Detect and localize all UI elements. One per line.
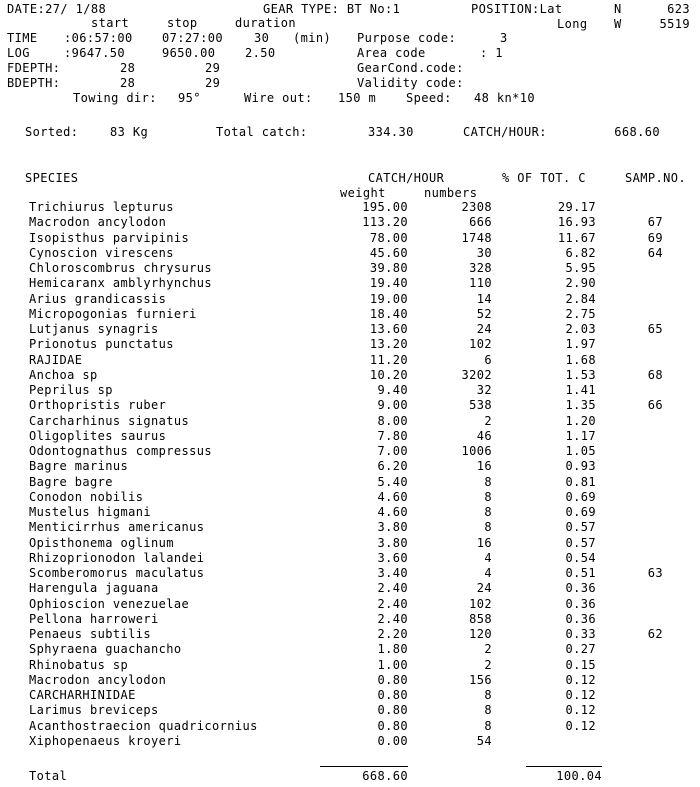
time-unit: (min) (293, 31, 332, 45)
species-cell: Macrodon ancylodon (29, 215, 167, 229)
towing-label: Towing dir: (73, 91, 157, 105)
total-label: Total (29, 769, 68, 783)
numbers-cell: 666 (469, 215, 492, 229)
numbers-cell: 2 (484, 414, 492, 428)
numbers-cell: 4 (484, 566, 492, 580)
numbers-cell: 1748 (461, 231, 492, 245)
weight-cell: 8.00 (377, 414, 408, 428)
long-value: 5519 (659, 17, 690, 31)
weight-cell: 7.00 (377, 444, 408, 458)
weight-cell: 1.80 (377, 642, 408, 656)
pct-cell: 1.20 (565, 414, 596, 428)
weight-cell: 0.80 (377, 688, 408, 702)
table-row (0, 308, 700, 323)
table-row (0, 384, 700, 399)
pct-cell: 0.69 (565, 505, 596, 519)
species-cell: Hemicaranx amblyrhynchus (29, 276, 212, 290)
pct-cell: 0.27 (565, 642, 596, 656)
numbers-cell: 8 (484, 703, 492, 717)
samp-cell: 65 (647, 322, 663, 336)
catch-per-hour-label: CATCH/HOUR: (463, 125, 547, 139)
pct-cell: 5.95 (565, 261, 596, 275)
pct-cell: 1.05 (565, 444, 596, 458)
numbers-cell: 2 (484, 642, 492, 656)
weight-cell: 78.00 (369, 231, 408, 245)
pct-cell: 0.57 (565, 536, 596, 550)
table-row (0, 415, 700, 430)
numbers-cell: 16 (476, 536, 492, 550)
numbers-cell: 8 (484, 475, 492, 489)
table-row (0, 232, 700, 247)
pct-cell: 2.84 (565, 292, 596, 306)
weight-cell: 0.80 (377, 703, 408, 717)
pct-cell: 2.75 (565, 307, 596, 321)
pct-header: % OF TOT. C (502, 171, 586, 185)
table-row (0, 689, 700, 704)
weight-cell: 2.20 (377, 627, 408, 641)
numbers-cell: 52 (476, 307, 492, 321)
fdepth-start: 28 (120, 61, 136, 75)
weight-cell: 1.00 (377, 658, 408, 672)
table-row (0, 277, 700, 292)
species-cell: Conodon nobilis (29, 490, 144, 504)
lat-value: 623 (667, 2, 690, 16)
species-cell: Acanthostraecion quadricornius (29, 719, 258, 733)
weight-cell: 45.60 (369, 246, 408, 260)
table-row (0, 430, 700, 445)
log-start: :9647.50 (64, 46, 125, 60)
weight-cell: 2.40 (377, 581, 408, 595)
species-cell: Bagre marinus (29, 459, 129, 473)
pct-cell: 1.97 (565, 337, 596, 351)
catch-hour-header: CATCH/HOUR (368, 171, 445, 185)
weight-cell: 2.40 (377, 597, 408, 611)
area-value: : 1 (480, 46, 503, 60)
log-label: LOG (7, 46, 30, 60)
gear-label: GEAR TYPE: (263, 2, 340, 16)
species-cell: Odontognathus compressus (29, 444, 212, 458)
purpose-value: 3 (500, 31, 508, 45)
pct-cell: 0.81 (565, 475, 596, 489)
weight-cell: 3.80 (377, 520, 408, 534)
numbers-header: numbers (424, 186, 478, 200)
species-cell: Ophioscion venezuelae (29, 597, 190, 611)
weight-cell: 5.40 (377, 475, 408, 489)
pct-cell: 29.17 (557, 200, 596, 214)
table-row (0, 598, 700, 613)
position-label: POSITION:Lat (471, 2, 563, 16)
table-row (0, 613, 700, 628)
pct-cell: 0.51 (565, 566, 596, 580)
table-row (0, 445, 700, 460)
pct-cell: 1.41 (565, 383, 596, 397)
pct-cell: 1.17 (565, 429, 596, 443)
table-row (0, 323, 700, 338)
pct-cell: 1.68 (565, 353, 596, 367)
numbers-cell: 102 (469, 597, 492, 611)
species-cell: Macrodon ancylodon (29, 673, 167, 687)
species-cell: Carcharhinus signatus (29, 414, 190, 428)
numbers-cell: 102 (469, 337, 492, 351)
table-row (0, 506, 700, 521)
numbers-cell: 8 (484, 520, 492, 534)
numbers-cell: 24 (476, 322, 492, 336)
purpose-label: Purpose code: (357, 31, 457, 45)
table-row (0, 399, 700, 414)
bdepth-stop: 29 (205, 76, 221, 90)
numbers-cell: 2 (484, 658, 492, 672)
weight-cell: 9.00 (377, 398, 408, 412)
samp-cell: 64 (647, 246, 663, 260)
pct-cell: 0.36 (565, 581, 596, 595)
pct-cell: 0.57 (565, 520, 596, 534)
pct-cell: 6.82 (565, 246, 596, 260)
weight-cell: 13.60 (369, 322, 408, 336)
species-cell: Oligoplites saurus (29, 429, 167, 443)
species-cell: Micropogonias furnieri (29, 307, 197, 321)
time-stop: 07:27:00 (162, 31, 223, 45)
pct-cell: 0.12 (565, 673, 596, 687)
table-row (0, 216, 700, 231)
speed-label: Speed: (406, 91, 452, 105)
numbers-cell: 328 (469, 261, 492, 275)
table-row (0, 491, 700, 506)
weight-cell: 0.80 (377, 673, 408, 687)
species-cell: Penaeus subtilis (29, 627, 151, 641)
sorted-value: 83 Kg (110, 125, 149, 139)
species-cell: Xiphopenaeus kroyeri (29, 734, 182, 748)
table-row (0, 247, 700, 262)
table-row (0, 704, 700, 719)
pct-cell: 0.15 (565, 658, 596, 672)
validity-label: Validity code: (357, 76, 464, 90)
samp-cell: 68 (647, 368, 663, 382)
no-label: No: (369, 2, 393, 16)
samp-cell: 62 (647, 627, 663, 641)
weight-cell: 19.00 (369, 292, 408, 306)
table-row (0, 293, 700, 308)
numbers-cell: 1006 (461, 444, 492, 458)
long-hemisphere: W (614, 17, 622, 31)
total-weight: 668.60 (362, 769, 408, 783)
weight-cell: 3.80 (377, 536, 408, 550)
species-cell: Harengula jaguana (29, 581, 159, 595)
samp-cell: 69 (647, 231, 663, 245)
no-value: 1 (392, 2, 401, 16)
weight-cell: 39.80 (369, 261, 408, 275)
table-row (0, 674, 700, 689)
species-cell: Sphyraena guachancho (29, 642, 182, 656)
sorted-label: Sorted: (25, 125, 79, 139)
time-label: TIME (7, 31, 38, 45)
lat-hemisphere: N (614, 2, 622, 16)
table-row (0, 552, 700, 567)
pct-cell: 0.36 (565, 612, 596, 626)
numbers-cell: 8 (484, 490, 492, 504)
weight-cell: 4.60 (377, 505, 408, 519)
gearcond-label: GearCond.code: (357, 61, 464, 75)
table-row (0, 537, 700, 552)
col-start-header: start (91, 16, 130, 30)
numbers-cell: 4 (484, 551, 492, 565)
pct-cell: 0.12 (565, 703, 596, 717)
numbers-cell: 8 (484, 688, 492, 702)
weight-cell: 3.40 (377, 566, 408, 580)
table-row (0, 369, 700, 384)
species-cell: Trichiurus lepturus (29, 200, 174, 214)
numbers-cell: 2308 (461, 200, 492, 214)
samp-header: SAMP.NO. (625, 171, 686, 185)
table-row (0, 720, 700, 735)
species-cell: Pellona harroweri (29, 612, 159, 626)
species-cell: Lutjanus synagris (29, 322, 159, 336)
numbers-cell: 24 (476, 581, 492, 595)
weight-cell: 113.20 (362, 215, 408, 229)
table-row (0, 201, 700, 216)
total-catch-label: Total catch: (216, 125, 308, 139)
weight-cell: 13.20 (369, 337, 408, 351)
date-label: DATE: (7, 2, 46, 16)
fdepth-label: FDEPTH: (7, 61, 61, 75)
pct-cell: 1.53 (565, 368, 596, 382)
pct-cell: 0.36 (565, 597, 596, 611)
weight-cell: 195.00 (362, 200, 408, 214)
numbers-cell: 110 (469, 276, 492, 290)
species-cell: Prionotus punctatus (29, 337, 174, 351)
bdepth-start: 28 (120, 76, 136, 90)
numbers-cell: 156 (469, 673, 492, 687)
species-cell: Arius grandicassis (29, 292, 167, 306)
species-cell: Opisthonema oglinum (29, 536, 174, 550)
weight-cell: 19.40 (369, 276, 408, 290)
table-row (0, 567, 700, 582)
numbers-cell: 538 (469, 398, 492, 412)
col-duration-header: duration (235, 16, 296, 30)
weight-cell: 4.60 (377, 490, 408, 504)
weight-cell: 2.40 (377, 612, 408, 626)
weight-cell: 10.20 (369, 368, 408, 382)
catch-per-hour-value: 668.60 (614, 125, 660, 139)
pct-cell: 2.90 (565, 276, 596, 290)
species-cell: Larimus breviceps (29, 703, 159, 717)
samp-cell: 67 (647, 215, 663, 229)
numbers-cell: 6 (484, 353, 492, 367)
weight-header: weight (340, 186, 386, 200)
pct-cell: 0.54 (565, 551, 596, 565)
species-cell: Cynoscion virescens (29, 246, 174, 260)
pct-cell: 1.35 (565, 398, 596, 412)
pct-cell: 16.93 (557, 215, 596, 229)
numbers-cell: 54 (476, 734, 492, 748)
weight-cell: 0.00 (377, 734, 408, 748)
long-label: Long (557, 17, 588, 31)
towing-value: 95° (178, 91, 201, 105)
log-stop: 9650.00 (162, 46, 216, 60)
pct-cell: 0.12 (565, 688, 596, 702)
numbers-cell: 16 (476, 459, 492, 473)
weight-total-rule (320, 766, 408, 767)
species-cell: Isopisthus parvipinis (29, 231, 190, 245)
numbers-cell: 30 (476, 246, 492, 260)
species-cell: Chloroscombrus chrysurus (29, 261, 212, 275)
samp-cell: 66 (647, 398, 663, 412)
numbers-cell: 32 (476, 383, 492, 397)
table-row (0, 476, 700, 491)
species-cell: Rhizoprionodon lalandei (29, 551, 205, 565)
numbers-cell: 858 (469, 612, 492, 626)
weight-cell: 18.40 (369, 307, 408, 321)
species-cell: Bagre bagre (29, 475, 113, 489)
species-cell: Menticirrhus americanus (29, 520, 205, 534)
table-row (0, 262, 700, 277)
pct-cell: 11.67 (557, 231, 596, 245)
table-row (0, 338, 700, 353)
time-duration: 30 (254, 31, 270, 45)
pct-cell: 0.69 (565, 490, 596, 504)
numbers-cell: 120 (469, 627, 492, 641)
bdepth-label: BDEPTH: (7, 76, 61, 90)
table-row (0, 659, 700, 674)
table-row (0, 628, 700, 643)
time-start: :06:57:00 (64, 31, 133, 45)
species-cell: Rhinobatus sp (29, 658, 129, 672)
weight-cell: 0.80 (377, 719, 408, 733)
pct-total-rule (526, 766, 602, 767)
weight-cell: 11.20 (369, 353, 408, 367)
species-cell: Mustelus higmani (29, 505, 151, 519)
species-header: SPECIES (25, 171, 79, 185)
area-label: Area code (357, 46, 426, 60)
weight-cell: 3.60 (377, 551, 408, 565)
table-row (0, 354, 700, 369)
pct-cell: 2.03 (565, 322, 596, 336)
samp-cell: 63 (647, 566, 663, 580)
gear-value: BT (346, 2, 363, 16)
table-row (0, 582, 700, 597)
pct-cell: 0.12 (565, 719, 596, 733)
numbers-cell: 8 (484, 505, 492, 519)
species-cell: CARCHARHINIDAE (29, 688, 136, 702)
table-row (0, 643, 700, 658)
total-catch-value: 334.30 (368, 125, 414, 139)
table-row (0, 460, 700, 475)
table-row (0, 521, 700, 536)
table-row (0, 735, 700, 750)
speed-value: 48 kn*10 (474, 91, 535, 105)
numbers-cell: 14 (476, 292, 492, 306)
col-stop-header: stop (167, 16, 198, 30)
species-cell: Anchoa sp (29, 368, 98, 382)
species-cell: Peprilus sp (29, 383, 113, 397)
species-cell: RAJIDAE (29, 353, 83, 367)
numbers-cell: 8 (484, 719, 492, 733)
numbers-cell: 46 (476, 429, 492, 443)
fdepth-stop: 29 (205, 61, 221, 75)
pct-cell: 0.33 (565, 627, 596, 641)
species-cell: Orthopristis ruber (29, 398, 167, 412)
weight-cell: 9.40 (377, 383, 408, 397)
pct-cell: 0.93 (565, 459, 596, 473)
log-duration: 2.50 (245, 46, 276, 60)
weight-cell: 7.80 (377, 429, 408, 443)
date-value: 27/ 1/88 (45, 2, 107, 16)
wire-label: Wire out: (244, 91, 313, 105)
numbers-cell: 3202 (461, 368, 492, 382)
wire-value: 150 m (338, 91, 377, 105)
species-cell: Scomberomorus maculatus (29, 566, 205, 580)
weight-cell: 6.20 (377, 459, 408, 473)
total-pct: 100.04 (556, 769, 602, 783)
